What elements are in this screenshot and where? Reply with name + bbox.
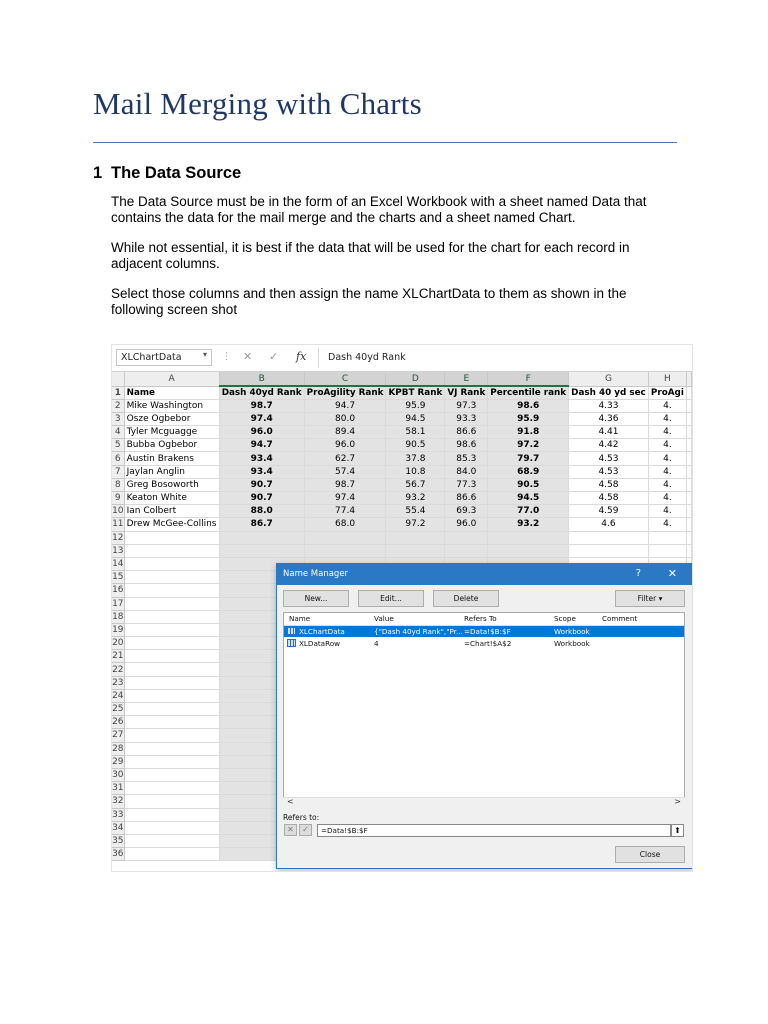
entry-value: {"Dash 40yd Rank","Pr... [374, 627, 463, 636]
entry-value: 4 [374, 639, 379, 648]
cell[interactable]: 77.0 [488, 505, 569, 518]
cell[interactable] [124, 676, 219, 689]
row-header[interactable]: 18 [112, 611, 124, 622]
cell[interactable]: 90.5 [488, 478, 569, 491]
cell[interactable]: 94.7 [304, 399, 386, 412]
formula-bar [112, 345, 693, 372]
cell[interactable]: 4.42 [569, 439, 649, 452]
cell[interactable] [687, 412, 692, 425]
row-header[interactable]: 20 [112, 638, 124, 649]
select-all-corner[interactable] [112, 372, 124, 386]
dialog-title: Name Manager [283, 569, 349, 579]
new-button[interactable]: New... [283, 590, 349, 607]
cell[interactable]: 86.7 [219, 518, 304, 531]
row-header[interactable]: 11 [112, 519, 124, 530]
column-header[interactable]: H [648, 372, 686, 386]
close-icon[interactable]: ✕ [667, 567, 677, 580]
row-header[interactable]: 24 [112, 690, 124, 701]
cell[interactable]: 86.6 [445, 492, 488, 505]
cell[interactable]: 68.0 [304, 518, 386, 531]
col-scope[interactable]: Scope [554, 614, 576, 623]
cell[interactable]: 4. [648, 465, 686, 478]
cell[interactable]: Osze Ogbebor [124, 412, 219, 425]
cell[interactable] [687, 465, 692, 478]
column-header[interactable]: D [386, 372, 445, 386]
cell[interactable] [124, 768, 219, 781]
cell[interactable]: 91.8 [488, 426, 569, 439]
cell[interactable] [124, 597, 219, 610]
cell[interactable]: 95.9 [386, 399, 445, 412]
cell[interactable]: Bubba Ogbebor [124, 439, 219, 452]
row-header[interactable]: 19 [112, 624, 124, 635]
cancel-icon[interactable]: ✕ [284, 824, 297, 836]
chevron-down-icon[interactable]: ▾ [202, 350, 207, 359]
section-title: The Data Source [111, 164, 242, 182]
row-header[interactable]: 34 [112, 822, 124, 833]
cell[interactable]: 97.3 [445, 399, 488, 412]
table-row [112, 439, 692, 452]
cell[interactable]: 80.0 [304, 412, 386, 425]
cell[interactable]: KPBT Rank [386, 386, 445, 399]
col-refers-to[interactable]: Refers To [464, 614, 497, 623]
cell[interactable] [488, 531, 569, 544]
column-header[interactable] [687, 372, 692, 386]
cell[interactable]: Austin Brakens [124, 452, 219, 465]
excel-screenshot [111, 344, 693, 872]
col-value[interactable]: Value [374, 614, 394, 623]
formula-input[interactable]: Dash 40yd Rank [328, 352, 406, 363]
cell[interactable]: Name [124, 386, 219, 399]
cell[interactable] [445, 531, 488, 544]
cell[interactable] [124, 689, 219, 702]
entry-refers-to: =Data!$B:$F [464, 627, 511, 636]
cell[interactable]: 58.1 [386, 426, 445, 439]
collapse-dialog-icon[interactable]: ⬆ [671, 824, 684, 837]
cell[interactable] [569, 531, 649, 544]
cell[interactable] [124, 663, 219, 676]
row-header[interactable]: 36 [112, 849, 124, 860]
edit-button[interactable]: Edit... [358, 590, 424, 607]
section-heading [93, 164, 241, 183]
cell[interactable]: 97.2 [488, 439, 569, 452]
column-header[interactable]: B [219, 372, 304, 386]
cell[interactable]: 90.7 [219, 478, 304, 491]
refers-to-label: Refers to: [283, 813, 320, 822]
close-button[interactable]: Close [615, 846, 685, 863]
cell[interactable] [124, 571, 219, 584]
cell[interactable]: 86.6 [445, 426, 488, 439]
row-header[interactable]: 12 [112, 532, 124, 543]
cell[interactable] [124, 729, 219, 742]
cell[interactable]: 97.2 [386, 518, 445, 531]
section-number: 1 [93, 164, 103, 182]
row-header[interactable]: 33 [112, 809, 124, 820]
cell[interactable] [124, 821, 219, 834]
document-title: Mail Merging with Charts [93, 86, 422, 121]
cell[interactable] [124, 703, 219, 716]
cell[interactable]: 94.7 [219, 439, 304, 452]
table-row [112, 426, 692, 439]
row-header[interactable]: 13 [112, 545, 124, 556]
cell[interactable] [219, 544, 304, 557]
cell[interactable] [124, 557, 219, 570]
entry-scope: Workbook [554, 639, 590, 648]
cell[interactable] [687, 531, 692, 544]
cell[interactable] [687, 518, 692, 531]
cell[interactable] [124, 795, 219, 808]
table-row [112, 386, 692, 399]
cell[interactable]: 93.3 [445, 412, 488, 425]
cell[interactable] [687, 439, 692, 452]
cell[interactable] [304, 531, 386, 544]
cell[interactable] [569, 544, 649, 557]
entry-refers-to: =Chart!$A$2 [464, 639, 512, 648]
cell[interactable]: Keaton White [124, 492, 219, 505]
cell[interactable] [687, 492, 692, 505]
cell[interactable] [124, 782, 219, 795]
cell[interactable] [124, 848, 219, 861]
cell[interactable]: 88.0 [219, 505, 304, 518]
cell[interactable]: Greg Bosoworth [124, 478, 219, 491]
cell[interactable]: 96.0 [219, 426, 304, 439]
row-header[interactable]: 17 [112, 598, 124, 609]
row-header[interactable]: 4 [112, 426, 124, 439]
cell[interactable]: 4. [648, 412, 686, 425]
cell[interactable] [124, 650, 219, 663]
row-header[interactable]: 3 [112, 412, 124, 425]
row-header[interactable]: 35 [112, 835, 124, 846]
cell[interactable]: 96.0 [304, 439, 386, 452]
row-header[interactable]: 25 [112, 704, 124, 715]
cell[interactable]: Tyler Mcguagge [124, 426, 219, 439]
cell[interactable] [124, 531, 219, 544]
cell[interactable]: 97.4 [219, 412, 304, 425]
paragraph-2: While not essential, it is best if the data that will be used for the chart for each record in adjacent columns. [111, 240, 630, 271]
row-header[interactable]: 28 [112, 743, 124, 754]
name-range-icon [287, 639, 296, 647]
row-header[interactable]: 22 [112, 664, 124, 675]
cell[interactable]: 77.3 [445, 478, 488, 491]
cell[interactable] [124, 584, 219, 597]
table-row [112, 518, 692, 531]
cell[interactable]: 4.33 [569, 399, 649, 412]
cell[interactable] [304, 544, 386, 557]
row-header[interactable]: 29 [112, 756, 124, 767]
cell[interactable]: 94.5 [386, 412, 445, 425]
cell[interactable]: 56.7 [386, 478, 445, 491]
cell[interactable]: 62.7 [304, 452, 386, 465]
row-header[interactable]: 31 [112, 783, 124, 794]
list-item[interactable] [284, 626, 684, 637]
cell[interactable] [124, 623, 219, 636]
table-row [112, 544, 692, 557]
cell[interactable]: 37.8 [386, 452, 445, 465]
table-row [112, 531, 692, 544]
cell[interactable]: 89.4 [304, 426, 386, 439]
refers-to-input[interactable]: =Data!$B:$F [317, 824, 671, 837]
cell[interactable]: 4.58 [569, 492, 649, 505]
cell[interactable]: 4. [648, 426, 686, 439]
cell[interactable]: Dash 40 yd sec [569, 386, 649, 399]
scroll-left-icon[interactable]: < [287, 797, 294, 806]
cell[interactable] [124, 808, 219, 821]
table-row [112, 452, 692, 465]
entry-name: XLChartData [299, 627, 345, 636]
cell[interactable] [124, 716, 219, 729]
cell[interactable]: 4. [648, 399, 686, 412]
enter-icon[interactable]: ✓ [299, 824, 312, 836]
cell[interactable]: 97.4 [304, 492, 386, 505]
row-header[interactable]: 1 [112, 386, 124, 399]
column-header[interactable]: A [124, 372, 219, 386]
name-manager-dialog [276, 563, 693, 869]
row-header[interactable]: 9 [112, 492, 124, 505]
formula-divider [318, 348, 319, 368]
cell[interactable]: 93.2 [386, 492, 445, 505]
list-header [284, 613, 684, 626]
cell[interactable]: 4.36 [569, 412, 649, 425]
cell[interactable]: Percentile rank [488, 386, 569, 399]
row-header[interactable]: 2 [112, 399, 124, 412]
cell[interactable]: 4. [648, 452, 686, 465]
cell[interactable]: 55.4 [386, 505, 445, 518]
cell[interactable]: 98.7 [304, 478, 386, 491]
cell[interactable]: 79.7 [488, 452, 569, 465]
column-header-row [112, 372, 692, 386]
cell[interactable]: 93.2 [488, 518, 569, 531]
cell[interactable]: 96.0 [445, 518, 488, 531]
row-header[interactable]: 7 [112, 465, 124, 478]
cell[interactable] [687, 478, 692, 491]
row-header[interactable]: 23 [112, 677, 124, 688]
cell[interactable]: 68.9 [488, 465, 569, 478]
cell[interactable] [687, 426, 692, 439]
scroll-right-icon[interactable]: > [674, 797, 681, 806]
cell[interactable]: 90.5 [386, 439, 445, 452]
name-box-value: XLChartData [121, 352, 182, 363]
cell[interactable] [124, 834, 219, 847]
column-header[interactable]: G [569, 372, 649, 386]
cell[interactable]: 98.6 [445, 439, 488, 452]
cell[interactable] [386, 531, 445, 544]
row-header[interactable]: 8 [112, 478, 124, 491]
cell[interactable] [124, 742, 219, 755]
column-header[interactable]: E [445, 372, 488, 386]
cell[interactable]: Mike Washington [124, 399, 219, 412]
cell[interactable]: 69.3 [445, 505, 488, 518]
cell[interactable]: 4.41 [569, 426, 649, 439]
name-box[interactable] [116, 349, 212, 366]
cell[interactable] [687, 544, 692, 557]
paragraph-1: The Data Source must be in the form of an Excel Workbook with a sheet named Data that contains the data for the mail merge and the charts and a sheet named Chart. [111, 194, 647, 225]
row-header[interactable]: 6 [112, 452, 124, 465]
cell[interactable]: Ian Colbert [124, 505, 219, 518]
horizontal-scrollbar[interactable] [283, 797, 685, 808]
column-header[interactable]: C [304, 372, 386, 386]
cell[interactable] [124, 610, 219, 623]
cell[interactable]: 90.7 [219, 492, 304, 505]
cell[interactable] [124, 544, 219, 557]
cell[interactable]: 57.4 [304, 465, 386, 478]
table-row [112, 412, 692, 425]
cell[interactable]: Jaylan Anglin [124, 465, 219, 478]
cell[interactable]: 77.4 [304, 505, 386, 518]
cancel-icon[interactable]: ✕ [243, 350, 253, 363]
cell[interactable] [488, 544, 569, 557]
cell[interactable]: 4. [648, 518, 686, 531]
cell[interactable]: 4. [648, 439, 686, 452]
title-rule [93, 142, 677, 143]
cell[interactable]: 94.5 [488, 492, 569, 505]
row-header[interactable]: 32 [112, 796, 124, 807]
cell[interactable] [687, 505, 692, 518]
cell[interactable]: 4. [648, 505, 686, 518]
dialog-titlebar [277, 564, 693, 585]
row-header[interactable]: 30 [112, 770, 124, 781]
cell[interactable]: Drew McGee-Collins [124, 518, 219, 531]
cell[interactable]: 93.4 [219, 465, 304, 478]
column-header[interactable]: F [488, 372, 569, 386]
cell[interactable]: ProAgi [648, 386, 686, 399]
cell[interactable] [687, 386, 692, 399]
enter-icon[interactable]: ✓ [269, 350, 279, 363]
cell[interactable]: 4. [648, 492, 686, 505]
cell[interactable]: 95.9 [488, 412, 569, 425]
col-name[interactable]: Name [289, 614, 311, 623]
cell[interactable]: 98.6 [488, 399, 569, 412]
row-header[interactable]: 15 [112, 572, 124, 583]
col-comment[interactable]: Comment [602, 614, 638, 623]
cell[interactable]: 4.53 [569, 465, 649, 478]
cell[interactable] [648, 544, 686, 557]
insert-function-icon[interactable]: fx [296, 350, 307, 363]
cell[interactable]: 4.6 [569, 518, 649, 531]
delete-button[interactable]: Delete [433, 590, 499, 607]
paragraph-3: Select those columns and then assign the name XLChartData to them as shown in the following screen shot [111, 286, 627, 317]
row-header[interactable]: 26 [112, 717, 124, 728]
cell[interactable] [648, 531, 686, 544]
list-item[interactable] [284, 638, 684, 649]
grip-icon: ⋮ [222, 352, 231, 362]
help-icon[interactable]: ? [635, 568, 641, 579]
row-header[interactable]: 5 [112, 439, 124, 452]
cell[interactable]: 4.58 [569, 478, 649, 491]
row-header[interactable]: 21 [112, 651, 124, 662]
cell[interactable]: Dash 40yd Rank [219, 386, 304, 399]
table-row [112, 465, 692, 478]
cell[interactable] [219, 531, 304, 544]
cell[interactable]: 84.0 [445, 465, 488, 478]
cell[interactable]: ProAgility Rank [304, 386, 386, 399]
row-header[interactable]: 14 [112, 559, 124, 570]
cell[interactable] [386, 544, 445, 557]
table-row [112, 492, 692, 505]
table-row [112, 399, 692, 412]
cell[interactable] [687, 452, 692, 465]
cell[interactable]: 4.53 [569, 452, 649, 465]
cell[interactable] [124, 637, 219, 650]
table-row [112, 478, 692, 491]
cell[interactable]: 4. [648, 478, 686, 491]
row-header[interactable]: 16 [112, 585, 124, 596]
cell[interactable] [445, 544, 488, 557]
cell[interactable]: VJ Rank [445, 386, 488, 399]
cell[interactable]: 98.7 [219, 399, 304, 412]
entry-scope: Workbook [554, 627, 590, 636]
row-header[interactable]: 27 [112, 730, 124, 741]
cell[interactable]: 10.8 [386, 465, 445, 478]
cell[interactable] [124, 755, 219, 768]
names-list[interactable] [283, 612, 685, 808]
cell[interactable]: 4.59 [569, 505, 649, 518]
table-row [112, 505, 692, 518]
filter-button[interactable]: Filter ▾ [615, 590, 685, 607]
row-header[interactable]: 10 [112, 506, 124, 517]
cell[interactable]: 93.4 [219, 452, 304, 465]
cell[interactable]: 85.3 [445, 452, 488, 465]
entry-name: XLDataRow [299, 639, 341, 648]
name-range-icon [287, 627, 296, 635]
cell[interactable] [687, 399, 692, 412]
